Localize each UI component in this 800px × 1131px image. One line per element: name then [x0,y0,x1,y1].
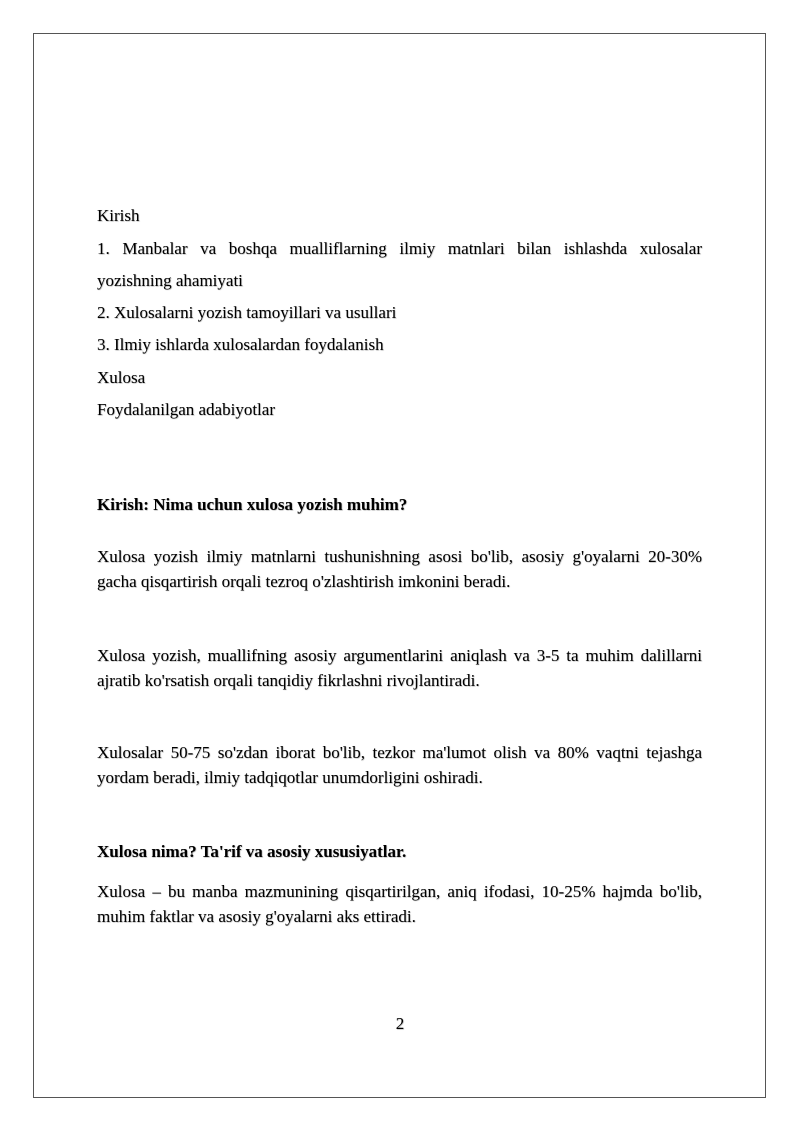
intro-paragraph-2: Xulosa yozish, muallifning asosiy argumentlarini aniqlash va 3-5 ta muhim dalillarni ajratib ko'rsatish orqali tanqidiy fikrlashni rivojlantiradi. [97,646,702,690]
intro-heading: Kirish: Nima uchun xulosa yozish muhim? [97,495,408,514]
table-of-contents [97,200,702,427]
toc-item-1: 1. Manbalar va boshqa mualliflarning ilmiy matnlari bilan ishlashda xulosalar yozishning ahamiyati [97,238,702,290]
toc-item-references: Foydalanilgan adabiyotlar [97,400,275,419]
toc-item-intro: Kirish [97,206,140,225]
definition-paragraph: Xulosa – bu manba mazmunining qisqartirilgan, aniq ifodasi, 10-25% hajmda bo'lib, muhim faktlar va asosiy g'oyalarni aks ettiradi. [97,882,702,926]
intro-paragraph-1: Xulosa yozish ilmiy matnlarni tushunishning asosi bo'lib, asosiy g'oyalarni 20-30% gacha qisqartirish orqali tezroq o'zlashtirish imkonini beradi. [97,547,702,591]
definition-heading: Xulosa nima? Ta'rif va asosiy xususiyatlar. [97,842,407,861]
toc-item-2: 2. Xulosalarni yozish tamoyillari va usullari [97,302,397,322]
toc-item-3: 3. Ilmiy ishlarda xulosalardan foydalanish [97,335,384,354]
intro-paragraph-3: Xulosalar 50-75 so'zdan iborat bo'lib, tezkor ma'lumot olish va 80% vaqtni tejashga yordam beradi, ilmiy tadqiqotlar unumdorligini oshiradi. [97,743,702,787]
page-number: 2 [395,1014,405,1033]
toc-item-conclusion: Xulosa [97,367,146,387]
